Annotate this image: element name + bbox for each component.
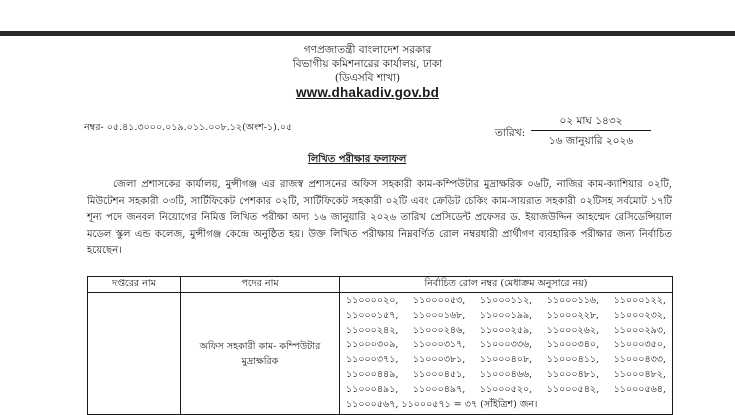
- date-divider: [531, 130, 651, 131]
- branch-title: (ডিএসবি শাখা): [334, 72, 401, 84]
- results-table: [87, 276, 673, 415]
- office-cell: [88, 293, 181, 415]
- website-link[interactable]: www.dhakadiv.gov.bd: [295, 85, 440, 100]
- subject-heading: লিখিত পরীক্ষার ফলাফল: [308, 154, 407, 165]
- column-header-post: পদের নাম: [181, 277, 340, 293]
- top-border-bar: [0, 31, 735, 36]
- government-title: গণপ্রজাতন্ত্রী বাংলাদেশ সরকার: [303, 44, 432, 56]
- table-header-row: [88, 277, 673, 293]
- column-header-office: দপ্তরের নাম: [88, 277, 181, 293]
- date-label: তারিখ:: [495, 127, 526, 139]
- post-name-cell: অফিস সহকারী কাম- কম্পিউটার মুদ্রাক্ষরিক: [181, 293, 340, 415]
- roll-numbers-cell: ১১০০০০২০, ১১০০০০৫৩, ১১০০০১১২, ১১০০০১১৬, ১১০০০১২২, ১১০০০১৫৭, ১১০০০১৬৮, ১১০০০১৯৯, ১১০০০২২৮, ১১০০০২৩২, ১১০০০২৪২, ১১০০০২৪৬, ১১০০০২৫৯, ১১০০০২৬২, ১১০০০২৯৩, ১১০০০৩০৯, ১১০০০৩১৭, ১১০০০৩৩৬, ১১০০০৩৪০, ১১০০০৩৫০, ১১০০০৩৭১, ১১০০০৩৮১, ১১০০০৪০৮, ১১০০০৪১১, ১১০০০৪৩৩, ১১০০০৪৪৯, ১১০০০৪৫১, ১১০০০৪৬৬, ১১০০০৪৮১, ১১০০০৪৮২, ১১০০০৪৯১, ১১০০০৪৯৭, ১১০০০৫২০, ১১০০০৫৪২, ১১০০০৫৬৪, ১১০০০৫৬৭, ১১০০০৫৭১ = ৩৭ (সাঁইত্রিশ) জন।: [340, 293, 673, 415]
- date-english: ১৬ জানুয়ারি ২০২৬: [548, 135, 634, 147]
- office-title: বিভাগীয় কমিশনারের কার্যালয়, ঢাকা: [292, 58, 443, 70]
- column-header-rolls: নির্বাচিত রোল নম্বর (মেধাক্রম অনুসারে নয়): [340, 277, 673, 293]
- notice-body: জেলা প্রশাসকের কার্যালয়, মুন্সীগঞ্জ এর রাজস্ব প্রশাসনের অফিস সহকারী কাম-কম্পিউটার মুদ্রাক্ষরিক ০৬টি, নাজির কাম-ক্যাশিয়ার ০২টি, মিউটেশন সহকারী ০৩টি, সার্টিফিকেট পেশকার ০২টি, সার্টিফিকেট সহকারী ০২টি এবং ক্রেডিট চেকিং কাম-সায়রাত সহকারী ০২টিসহ সর্বমোট ১৭টি শূন্য পদে জনবল নিয়োগের নিমিত্ত লিখিত পরীক্ষা অদ্য ১৬ জানুয়ারি ২০২৬ তারিখ প্রেসিডেন্ট প্রফেসর ড. ইয়াজউদ্দিন আহম্মেদ রেসিডেন্সিয়াল মডেল স্কুল এন্ড কলেজ, মুন্সীগঞ্জ কেন্দ্রে অনুষ্ঠিত হয়। উক্ত লিখিত পরীক্ষায় নিম্নবর্ণিত রোল নম্বরধারী প্রার্থীগণ ব্যবহারিক পরীক্ষার জন্য নির্বাচিত হয়েছেন।: [87, 179, 672, 257]
- memo-number: নম্বর- ০৫.৪১.৩০০০.০১৯.০১১.০০৮.১২(অংশ-১).০৫: [84, 122, 293, 133]
- date-bangla: ০২ মাঘ ১৪৩২: [559, 115, 623, 127]
- table-row: [88, 293, 673, 415]
